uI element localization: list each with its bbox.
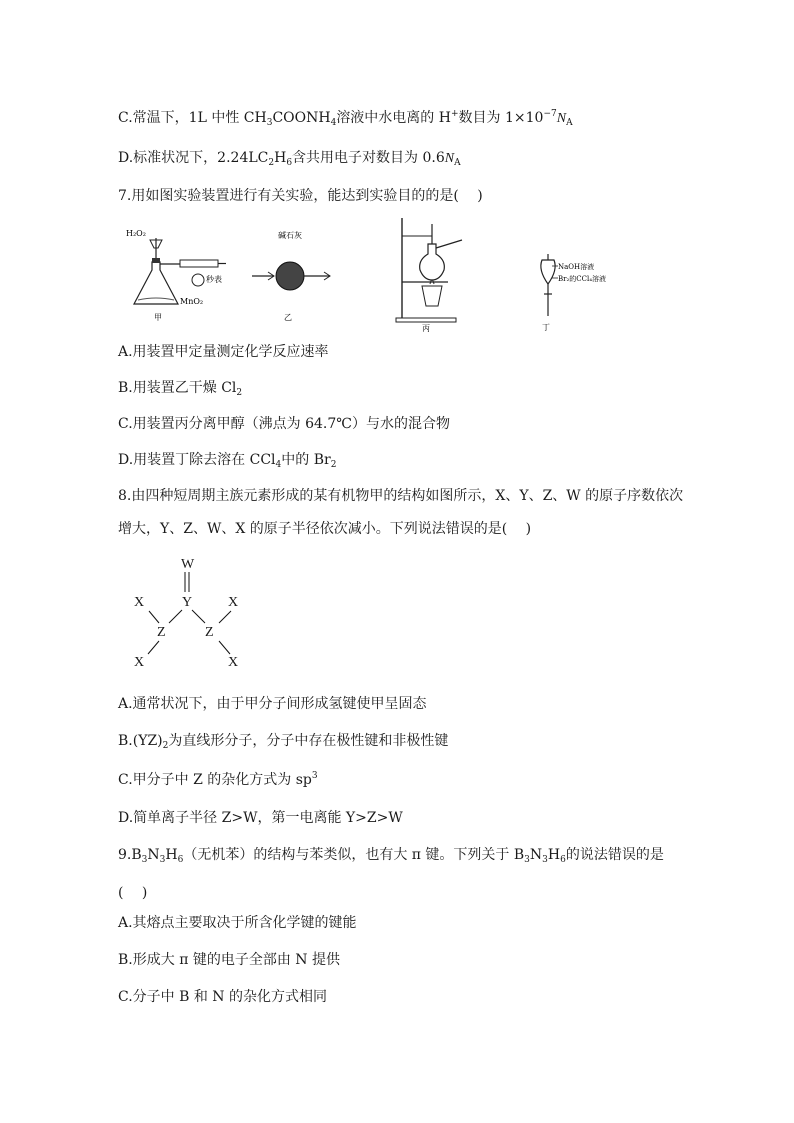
q7-option-d: D.用装置丁除去溶在 CCl$_4$中的 $Br_2$	[118, 452, 337, 470]
q9-answer-paren: ( )	[118, 885, 148, 901]
bond-z2-x4	[219, 641, 230, 654]
q7-stem: 7.用如图实验装置进行有关实验，能达到实验目的的是( )	[118, 188, 483, 204]
soda-lime-label: 碱石灰	[278, 231, 302, 240]
bond-x1-z1	[149, 611, 159, 623]
bond-z1-x3	[148, 641, 159, 654]
q8-stem-line1: 8.由四种短周期主族元素形成的某有机物甲的结构如图所示，X、Y、Z、W 的原子序数依次	[118, 488, 684, 504]
q8-option-a: A.通常状况下，由于甲分子间形成氢键使甲呈固态	[118, 696, 427, 712]
atom-w: W	[181, 557, 195, 572]
q8-option-c: C.甲分子中 Z 的杂化方式为 $sp^3$	[118, 771, 318, 788]
bond-y-z1	[169, 610, 182, 623]
separatory-funnel	[541, 260, 555, 284]
solid-layer	[138, 298, 174, 300]
syringe	[180, 260, 218, 267]
atom-x3: X	[134, 655, 145, 670]
mno2-label: MnO₂	[180, 297, 204, 306]
caption-ding: 丁	[542, 323, 550, 332]
q6-option-d: D.标准状况下，$2.24LC_2H_6$含共用电子对数目为 $0.6N_A$	[118, 150, 461, 168]
atom-x2: X	[228, 595, 239, 610]
iron-stand-base	[396, 318, 456, 322]
apparatus-bing	[392, 214, 464, 332]
stopwatch-label: 秒表	[206, 275, 222, 284]
atom-y: Y	[182, 595, 193, 610]
side-arm	[436, 240, 462, 248]
apparatus-yi	[246, 228, 338, 322]
stopwatch-icon	[192, 274, 204, 286]
distillation-flask	[420, 244, 445, 280]
br2-ccl4-label: Br₂的CCl₄溶液	[558, 275, 607, 283]
caption-yi: 乙	[284, 313, 292, 322]
q7-option-b: B.用装置乙干燥 $Cl_2$	[118, 380, 243, 398]
alcohol-lamp	[422, 286, 442, 306]
q9-option-c: C.分子中 B 和 N 的杂化方式相同	[118, 989, 328, 1005]
h2o2-label: H₂O₂	[126, 229, 146, 238]
q8-option-d: D.简单离子半径 Z>W，第一电离能 Y>Z>W	[118, 810, 403, 826]
atom-z2: Z	[205, 625, 214, 640]
atom-z1: Z	[157, 625, 166, 640]
structure-diagram	[128, 556, 252, 674]
q9-option-b: B.形成大 π 键的电子全部由 N 提供	[118, 952, 340, 968]
bond-y-z2	[192, 610, 205, 623]
q9-stem: $9.B_3N_3H_6$（无机苯）的结构与苯类似，也有大 π 键。下列关于 $B_3N_3H_6$的说法错误的是	[118, 847, 664, 865]
q6-option-c: C.常温下，1L 中性 $CH_3COONH_4$溶液中水电离的 H+数目为 $1\times 10^{-7}N_A$	[118, 109, 573, 128]
caption-jia: 甲	[154, 313, 162, 322]
q8-stem-line2: 增大，Y、Z、W、X 的原子半径依次减小。下列说法错误的是( )	[118, 521, 532, 537]
stopper	[152, 258, 160, 263]
drying-bulb	[276, 262, 304, 290]
q7-option-a: A.用装置甲定量测定化学反应速率	[118, 344, 329, 360]
naoh-label: NaOH溶液	[558, 263, 595, 271]
q7-option-c: C.用装置丙分离甲醇（沸点为 64.7℃）与水的混合物	[118, 416, 450, 432]
apparatus-jia	[122, 222, 232, 322]
q8-option-b: $B.(YZ)_2$为直线形分子，分子中存在极性键和非极性键	[118, 733, 449, 751]
atom-x4: X	[228, 655, 239, 670]
caption-bing: 丙	[422, 324, 430, 332]
atom-x1: X	[134, 595, 145, 610]
bond-x2-z2	[219, 611, 231, 623]
apparatus-ding	[536, 250, 626, 332]
q9-option-a: A.其熔点主要取决于所含化学键的键能	[118, 915, 357, 931]
